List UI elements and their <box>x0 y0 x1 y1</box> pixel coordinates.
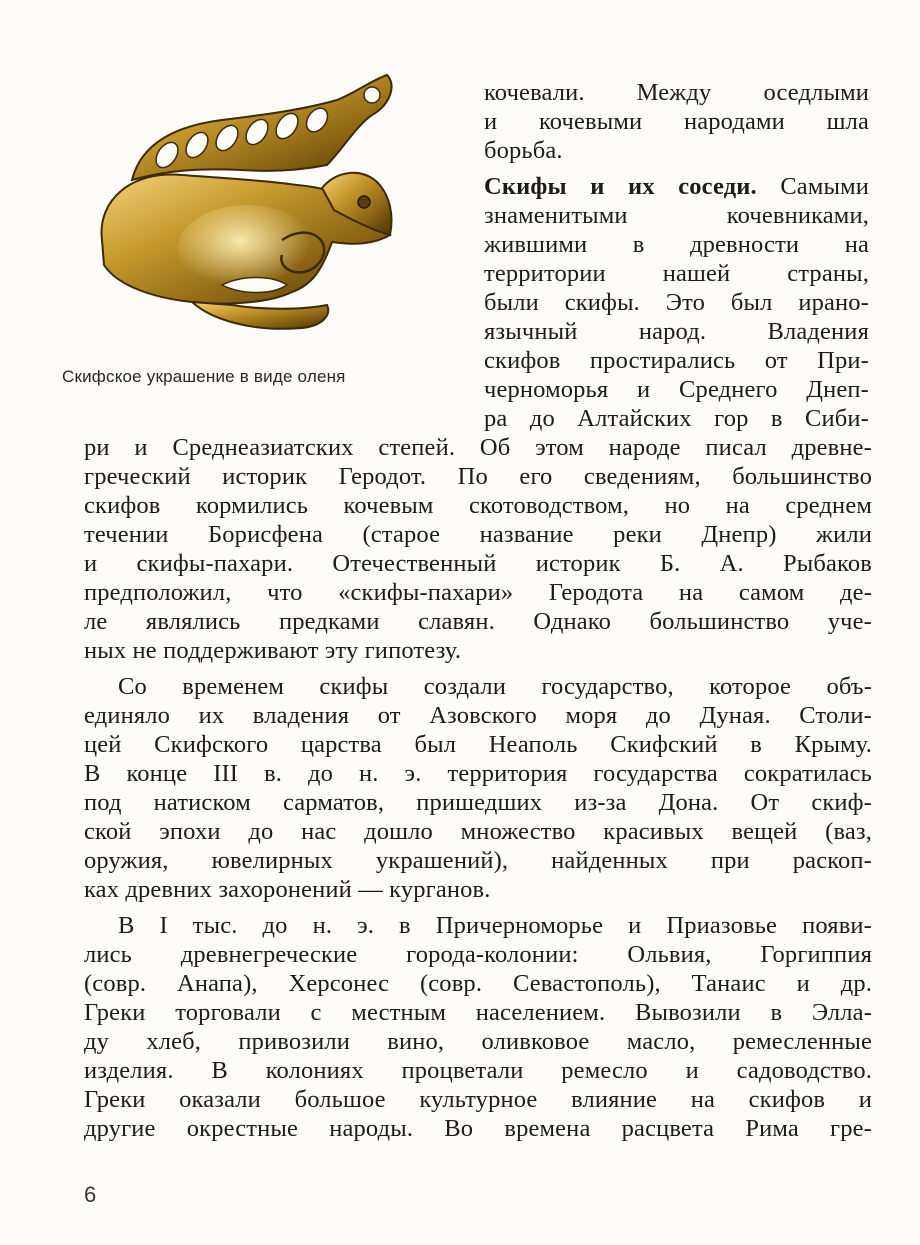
text-line: В конце III в. до н. э. территория государства сократилась <box>84 760 872 787</box>
text-line: течении Борисфена (старое название реки Днепр) жили <box>84 521 872 548</box>
text-line: (совр. Анапа), Херсонес (совр. Севастополь), Танаис и др. <box>84 970 872 997</box>
text-line: лись древнегреческие города-колонии: Ольвия, Горгиппия <box>84 941 872 968</box>
text-line: скифов кормились кочевым скотоводством, но на среднем <box>84 492 872 519</box>
text-line: под натиском сарматов, пришедших из-за Дона. От скиф- <box>84 789 872 816</box>
text-line: изделия. В колониях процветали ремесло и садоводство. <box>84 1057 872 1084</box>
page-number: 6 <box>84 1182 97 1207</box>
paragraph-first-line: В I тыс. до н. э. в Причерноморье и Приазовье появи- <box>118 912 872 939</box>
text-line: черноморья и Среднего Днеп- <box>484 376 869 403</box>
text-line: и кочевыми народами шла <box>484 108 869 135</box>
deer-legs <box>192 302 328 329</box>
text-line: борьба. <box>484 137 563 164</box>
section-heading-line <box>484 172 869 201</box>
text-line: ра до Алтайских гор в Сиби- <box>484 405 869 432</box>
text-line: ках древних захоронений — курганов. <box>84 876 491 903</box>
text-line: цей Скифского царства был Неаполь Скифский в Крыму. <box>84 731 872 758</box>
text-line: и скифы-пахари. Отечественный историк Б. А. Рыбаков <box>84 550 872 577</box>
text-line: язычный народ. Владения <box>484 318 869 345</box>
section-heading: Скифы и их соседи. <box>484 173 757 200</box>
paragraph-first-line: Со временем скифы создали государство, которое объ- <box>118 673 872 700</box>
golden-deer-illustration <box>72 70 402 350</box>
text-line: другие окрестные народы. Во времена расцвета Рима гре- <box>84 1115 872 1142</box>
text-fragment: Самыми <box>780 173 870 200</box>
text-line: Греки торговали с местным населением. Вывозили в Элла- <box>84 999 872 1026</box>
text-line: знаменитыми кочевниками, <box>484 202 869 229</box>
figure-caption: Скифское украшение в виде оленя <box>62 367 346 386</box>
text-line: предположил, что «скифы-пахари» Геродота на самом де- <box>84 579 872 606</box>
text-line: ных не поддерживают эту гипотезу. <box>84 637 462 664</box>
text-line: ду хлеб, привозили вино, оливковое масло, ремесленные <box>84 1028 872 1055</box>
text-line: ской эпохи до нас дошло множество красивых вещей (ваз, <box>84 818 872 845</box>
text-line: Греки оказали большое культурное влияние на скифов и <box>84 1086 872 1113</box>
text-line: ле являлись предками славян. Однако большинство уче- <box>84 608 872 635</box>
text-line: жившими в древности на <box>484 231 869 258</box>
text-line: территории нашей страны, <box>484 260 869 287</box>
scythian-deer-figure <box>62 70 442 400</box>
text-line: были скифы. Это был ирано- <box>484 289 869 316</box>
text-line: кочевали. Между оседлыми <box>484 79 869 106</box>
text-line: греческий историк Геродот. По его сведениям, большинство <box>84 463 872 490</box>
text-line: ри и Среднеазиатских степей. Об этом народе писал древне- <box>84 434 872 461</box>
text-line: оружия, ювелирных украшений), найденных при раскоп- <box>84 847 872 874</box>
text-line: скифов простирались от При- <box>484 347 869 374</box>
text-line: единяло их владения от Азовского моря до Дуная. Столи- <box>84 702 872 729</box>
